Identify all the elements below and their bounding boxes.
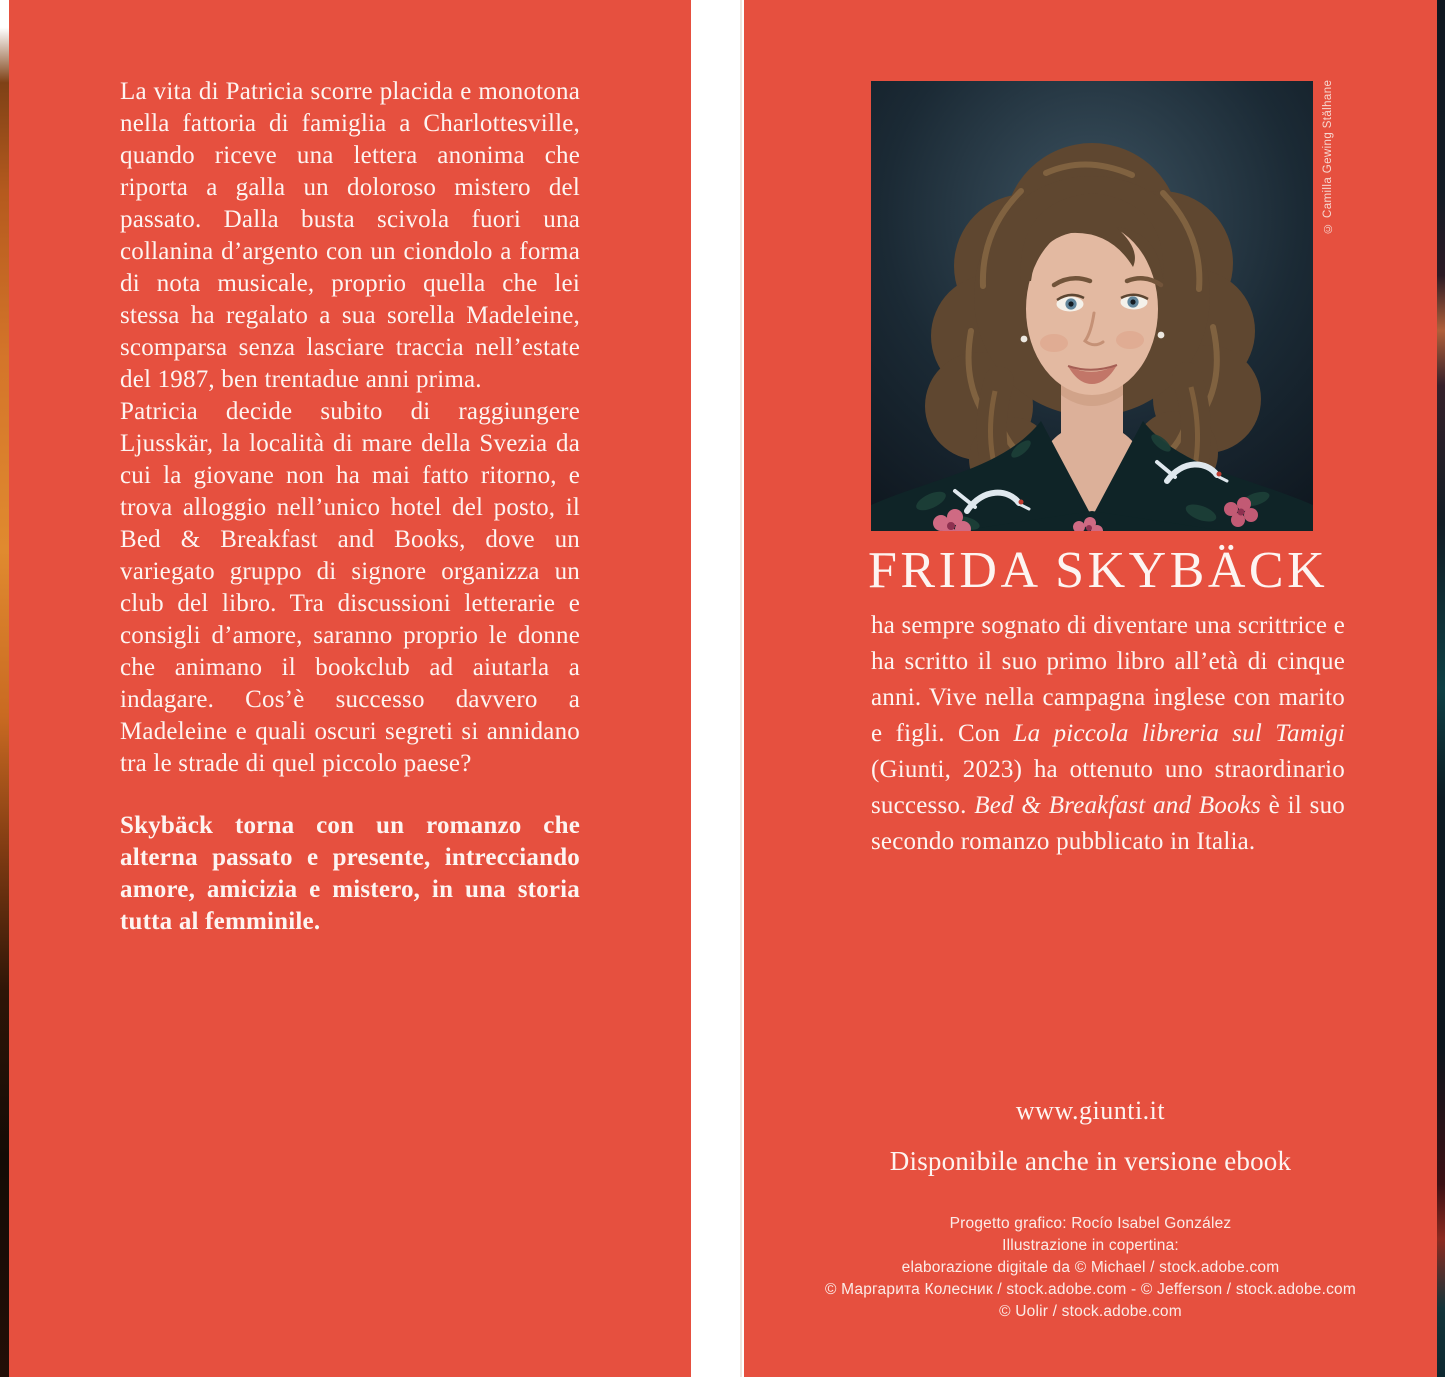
credit-line: © Uolir / stock.adobe.com (999, 1303, 1182, 1320)
credit-line: © Маргарита Колесник / stock.adobe.com - © Jefferson / stock.adobe.com (824, 1281, 1356, 1298)
credits-block (744, 1213, 1437, 1323)
author-portrait-illustration (871, 81, 1313, 531)
author-bio (871, 608, 1345, 860)
ebook-availability-note: Disponibile anche in versione ebook (889, 1146, 1292, 1176)
author-photo (871, 81, 1313, 531)
bio-text: è il suo secondo romanzo pubblicato in Italia. (871, 792, 1345, 855)
synopsis-block (9, 0, 691, 938)
bio-text: ha sempre sognato di diventare una scrittrice e ha scritto il suo primo libro all’età di cinque anni. Vive nella campagna inglese con marito e figli. Con (871, 612, 1345, 747)
credit-line: Progetto grafico: Rocío Isabel González (949, 1215, 1232, 1232)
book-cover-edge-right (1437, 0, 1445, 1377)
right-flap-panel (744, 0, 1437, 1377)
left-flap-panel (9, 0, 691, 1377)
photo-credit: © Camilla Gewing Stålhane (1322, 79, 1334, 234)
bio-text: (Giunti, 2023) ha ottenuto uno straordinario successo. (871, 756, 1345, 819)
synopsis-highlight: Skybäck torna con un romanzo che alterna passato e presente, intrecciando amore, amicizia e mistero, in una storia tutta al femminile. (120, 812, 580, 935)
credit-line: Illustrazione in copertina: (1002, 1237, 1179, 1254)
bio-book-title-2: Bed & Breakfast and Books (974, 792, 1261, 819)
credit-line: elaborazione digitale da © Michael / stock.adobe.com (901, 1259, 1280, 1276)
author-name: FRIDA SKYBÄCK (868, 542, 1329, 599)
website-url: www.giunti.it (1015, 1096, 1166, 1125)
bio-book-title-1: La piccola libreria sul Tamigi (1013, 720, 1345, 747)
book-cover-edge-left (0, 0, 9, 1377)
synopsis-paragraph-2: Patricia decide subito di raggiungere Ljusskär, la località di mare della Svezia da cui la giovane non ha mai fatto ritorno, e trova alloggio nell’unico hotel del posto, il Bed & Breakfast and Books, dove un variegato gruppo di signore organizza un club del libro. Tra discussioni letterarie e consigli d’amore, saranno proprio le donne che animano il bookclub ad aiutarla a indagare. Cos’è successo davvero a Madeleine e quali oscuri segreti si annidano tra le strade di quel piccolo paese? (120, 398, 580, 777)
jacket-fold-crease (740, 0, 742, 1377)
synopsis-paragraph-1: La vita di Patricia scorre placida e monotona nella fattoria di famiglia a Charlottesville, quando riceve una lettera anonima che riporta a galla un doloroso mistero del passato. Dalla busta scivola fuori una collanina d’argento con un ciondolo a forma di nota musicale, proprio quella che lei stessa ha regalato a sua sorella Madeleine, scomparsa senza lasciare traccia nell’estate del 1987, ben trentadue anni prima. (120, 78, 580, 393)
